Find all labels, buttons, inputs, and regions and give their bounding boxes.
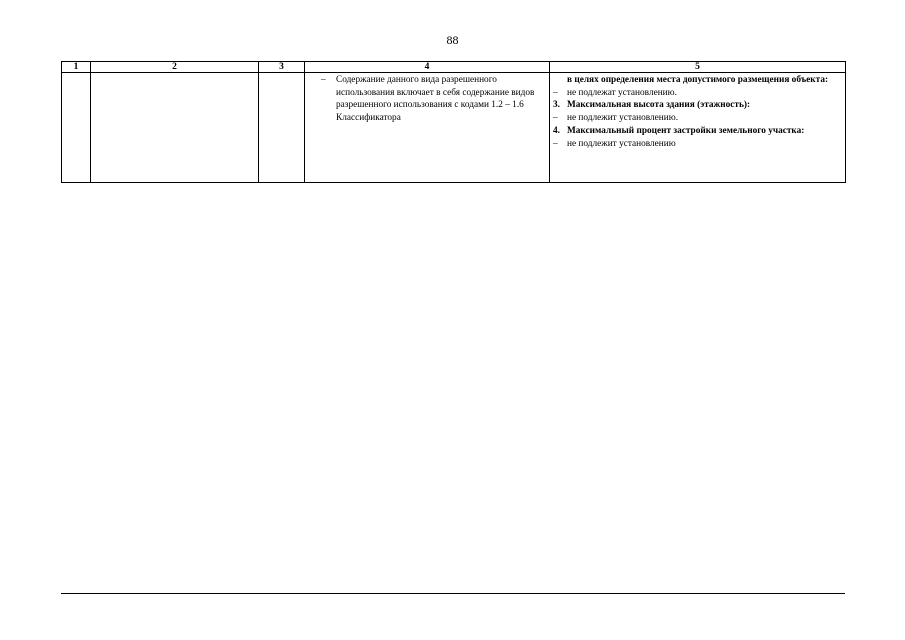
- col5-list-item: [553, 99, 842, 112]
- col5-list-item: [553, 87, 842, 100]
- header-col-5: 5: [550, 62, 846, 73]
- header-col-1: 1: [62, 62, 91, 73]
- max-height-heading: Максимальная высота здания (этажность):: [567, 100, 751, 111]
- dash-marker: –: [553, 87, 558, 98]
- item-text: не подлежит установлению: [567, 138, 676, 149]
- item-text: не подлежит установлению.: [567, 113, 679, 124]
- cell-col-3: [259, 73, 305, 183]
- col5-list-item: [553, 125, 842, 138]
- col5-lead: [553, 74, 842, 87]
- header-col-2: 2: [91, 62, 259, 73]
- col5-list-item: [553, 112, 842, 125]
- cell-col-4: [305, 73, 550, 183]
- dash-marker: –: [553, 138, 558, 149]
- table-row: [62, 73, 846, 183]
- dash-marker: –: [553, 113, 558, 124]
- dash-marker: –: [321, 75, 326, 85]
- item-text: не подлежат установлению.: [567, 87, 677, 98]
- max-coverage-heading: Максимальный процент застройки земельного участка:: [567, 125, 805, 136]
- number-marker: 3.: [553, 100, 560, 111]
- header-col-3: 3: [259, 62, 305, 73]
- cell-col-1: [62, 73, 91, 183]
- cell-col-2: [91, 73, 259, 183]
- footer-divider: [61, 593, 845, 594]
- page-number: 88: [446, 33, 459, 47]
- col4-list-item: [321, 74, 544, 125]
- header-col-4: 4: [305, 62, 550, 73]
- regulation-table: [61, 61, 846, 183]
- table-header-row: [62, 62, 846, 73]
- number-marker: 4.: [553, 125, 560, 136]
- placement-purpose-heading: в целях определения места допустимого размещения объекта:: [567, 75, 829, 85]
- col5-list-item: [553, 138, 842, 151]
- cell-col-5: [550, 73, 846, 183]
- permitted-use-content-text: Содержание данного вида разрешенного использования включает в себя содержание видов разрешенного использования с кодами 1.2 – 1.6 Классификатора: [336, 75, 535, 124]
